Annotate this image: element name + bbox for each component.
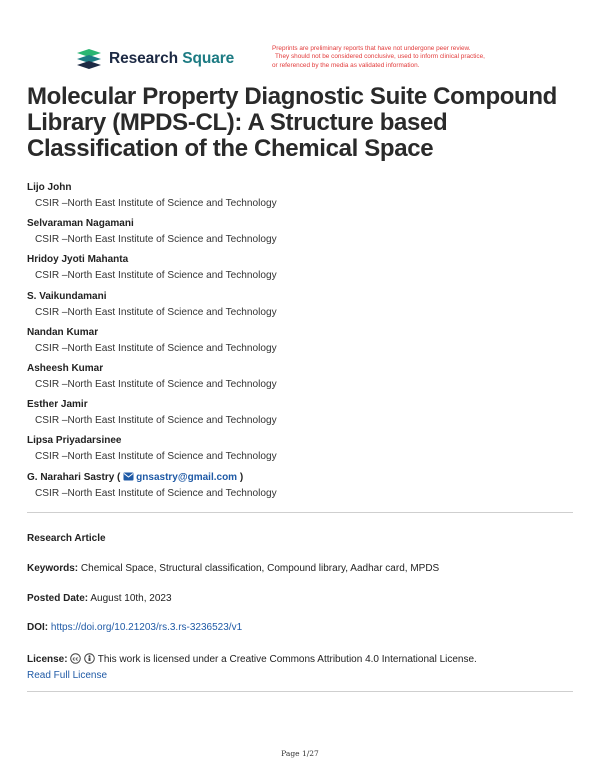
paper-title: Molecular Property Diagnostic Suite Compound Library (MPDS-CL): A Structure based Classification of the Chemical Space: [27, 83, 557, 162]
creative-commons-icon: [70, 653, 81, 664]
keywords-label: Keywords:: [27, 563, 79, 574]
keywords-value: Chemical Space, Structural classification, Compound library, Aadhar card, MPDS: [80, 563, 440, 574]
author-entry: [27, 181, 575, 217]
author-name[interactable]: G. Narahari Sastry: [27, 471, 115, 483]
author-name[interactable]: Hridoy Jyoti Mahanta: [27, 254, 129, 266]
divider: [27, 691, 573, 692]
doi-link[interactable]: https://doi.org/10.21203/rs.3.rs-3236523/v1: [50, 622, 243, 633]
research-square-logo[interactable]: [75, 48, 234, 70]
author-name[interactable]: S. Vaikundamani: [27, 290, 107, 302]
logo-wordmark: Research Square: [109, 50, 235, 67]
svg-text:cc: cc: [72, 656, 79, 663]
author-affiliation: CSIR –North East Institute of Science and Technology: [35, 198, 277, 209]
author-entry: [27, 362, 575, 398]
author-entry: [27, 217, 575, 253]
author-name[interactable]: Nandan Kumar: [27, 326, 99, 338]
license-text: This work is licensed under a Creative Commons Attribution 4.0 International License.: [97, 654, 477, 665]
author-entry: [27, 434, 575, 470]
disclaimer-line: They should not be considered conclusive, used to inform clinical practice,: [275, 53, 485, 61]
author-entry: [27, 290, 575, 326]
author-affiliation: CSIR –North East Institute of Science and Technology: [35, 378, 277, 390]
disclaimer-line: or referenced by the media as validated information.: [272, 61, 420, 69]
corresponding-author-name: [27, 471, 575, 487]
author-name[interactable]: Lijo John: [27, 182, 72, 193]
author-list: [27, 181, 575, 507]
posted-date: [27, 593, 575, 604]
author-affiliation: CSIR –North East Institute of Science and Technology: [35, 487, 277, 499]
close-paren: ): [237, 471, 244, 483]
posted-date-value: August 10th, 2023: [90, 593, 172, 604]
page-number: Page 1/27: [281, 749, 319, 758]
author-name[interactable]: Asheesh Kumar: [27, 362, 104, 374]
divider: [27, 512, 573, 513]
author-entry: [27, 471, 575, 507]
open-paren: (: [117, 471, 121, 483]
author-affiliation: CSIR –North East Institute of Science and Technology: [35, 342, 277, 354]
author-affiliation: CSIR –North East Institute of Science and Technology: [35, 306, 277, 318]
posted-date-label: Posted Date:: [27, 593, 89, 604]
keywords: [27, 563, 575, 574]
preprint-disclaimer: [272, 45, 542, 70]
doi-label: DOI:: [27, 622, 49, 633]
disclaimer-line: Preprints are preliminary reports that have not undergone peer review.: [272, 45, 471, 52]
license-label: License:: [27, 654, 68, 665]
author-affiliation: CSIR –North East Institute of Science and Technology: [35, 270, 277, 282]
author-affiliation: CSIR –North East Institute of Science and Technology: [35, 415, 277, 427]
author-affiliation: CSIR –North East Institute of Science and Technology: [35, 451, 277, 463]
license: [27, 652, 575, 684]
author-email-link[interactable]: gnsastry@gmail.com: [136, 471, 238, 483]
author-affiliation: CSIR –North East Institute of Science and Technology: [35, 234, 277, 246]
mail-icon: [123, 472, 134, 481]
author-entry: [27, 253, 575, 289]
article-type: Research Article: [27, 533, 106, 544]
research-square-logo-icon: [75, 48, 103, 70]
author-entry: [27, 398, 575, 434]
author-name[interactable]: Selvaraman Nagamani: [27, 218, 134, 230]
read-full-license-link[interactable]: Read Full License: [27, 670, 108, 681]
doi: [27, 622, 575, 633]
author-name[interactable]: Esther Jamir: [27, 399, 88, 411]
author-entry: [27, 326, 575, 362]
author-name[interactable]: Lipsa Priyadarsinee: [27, 435, 122, 447]
attribution-icon: [84, 653, 95, 664]
